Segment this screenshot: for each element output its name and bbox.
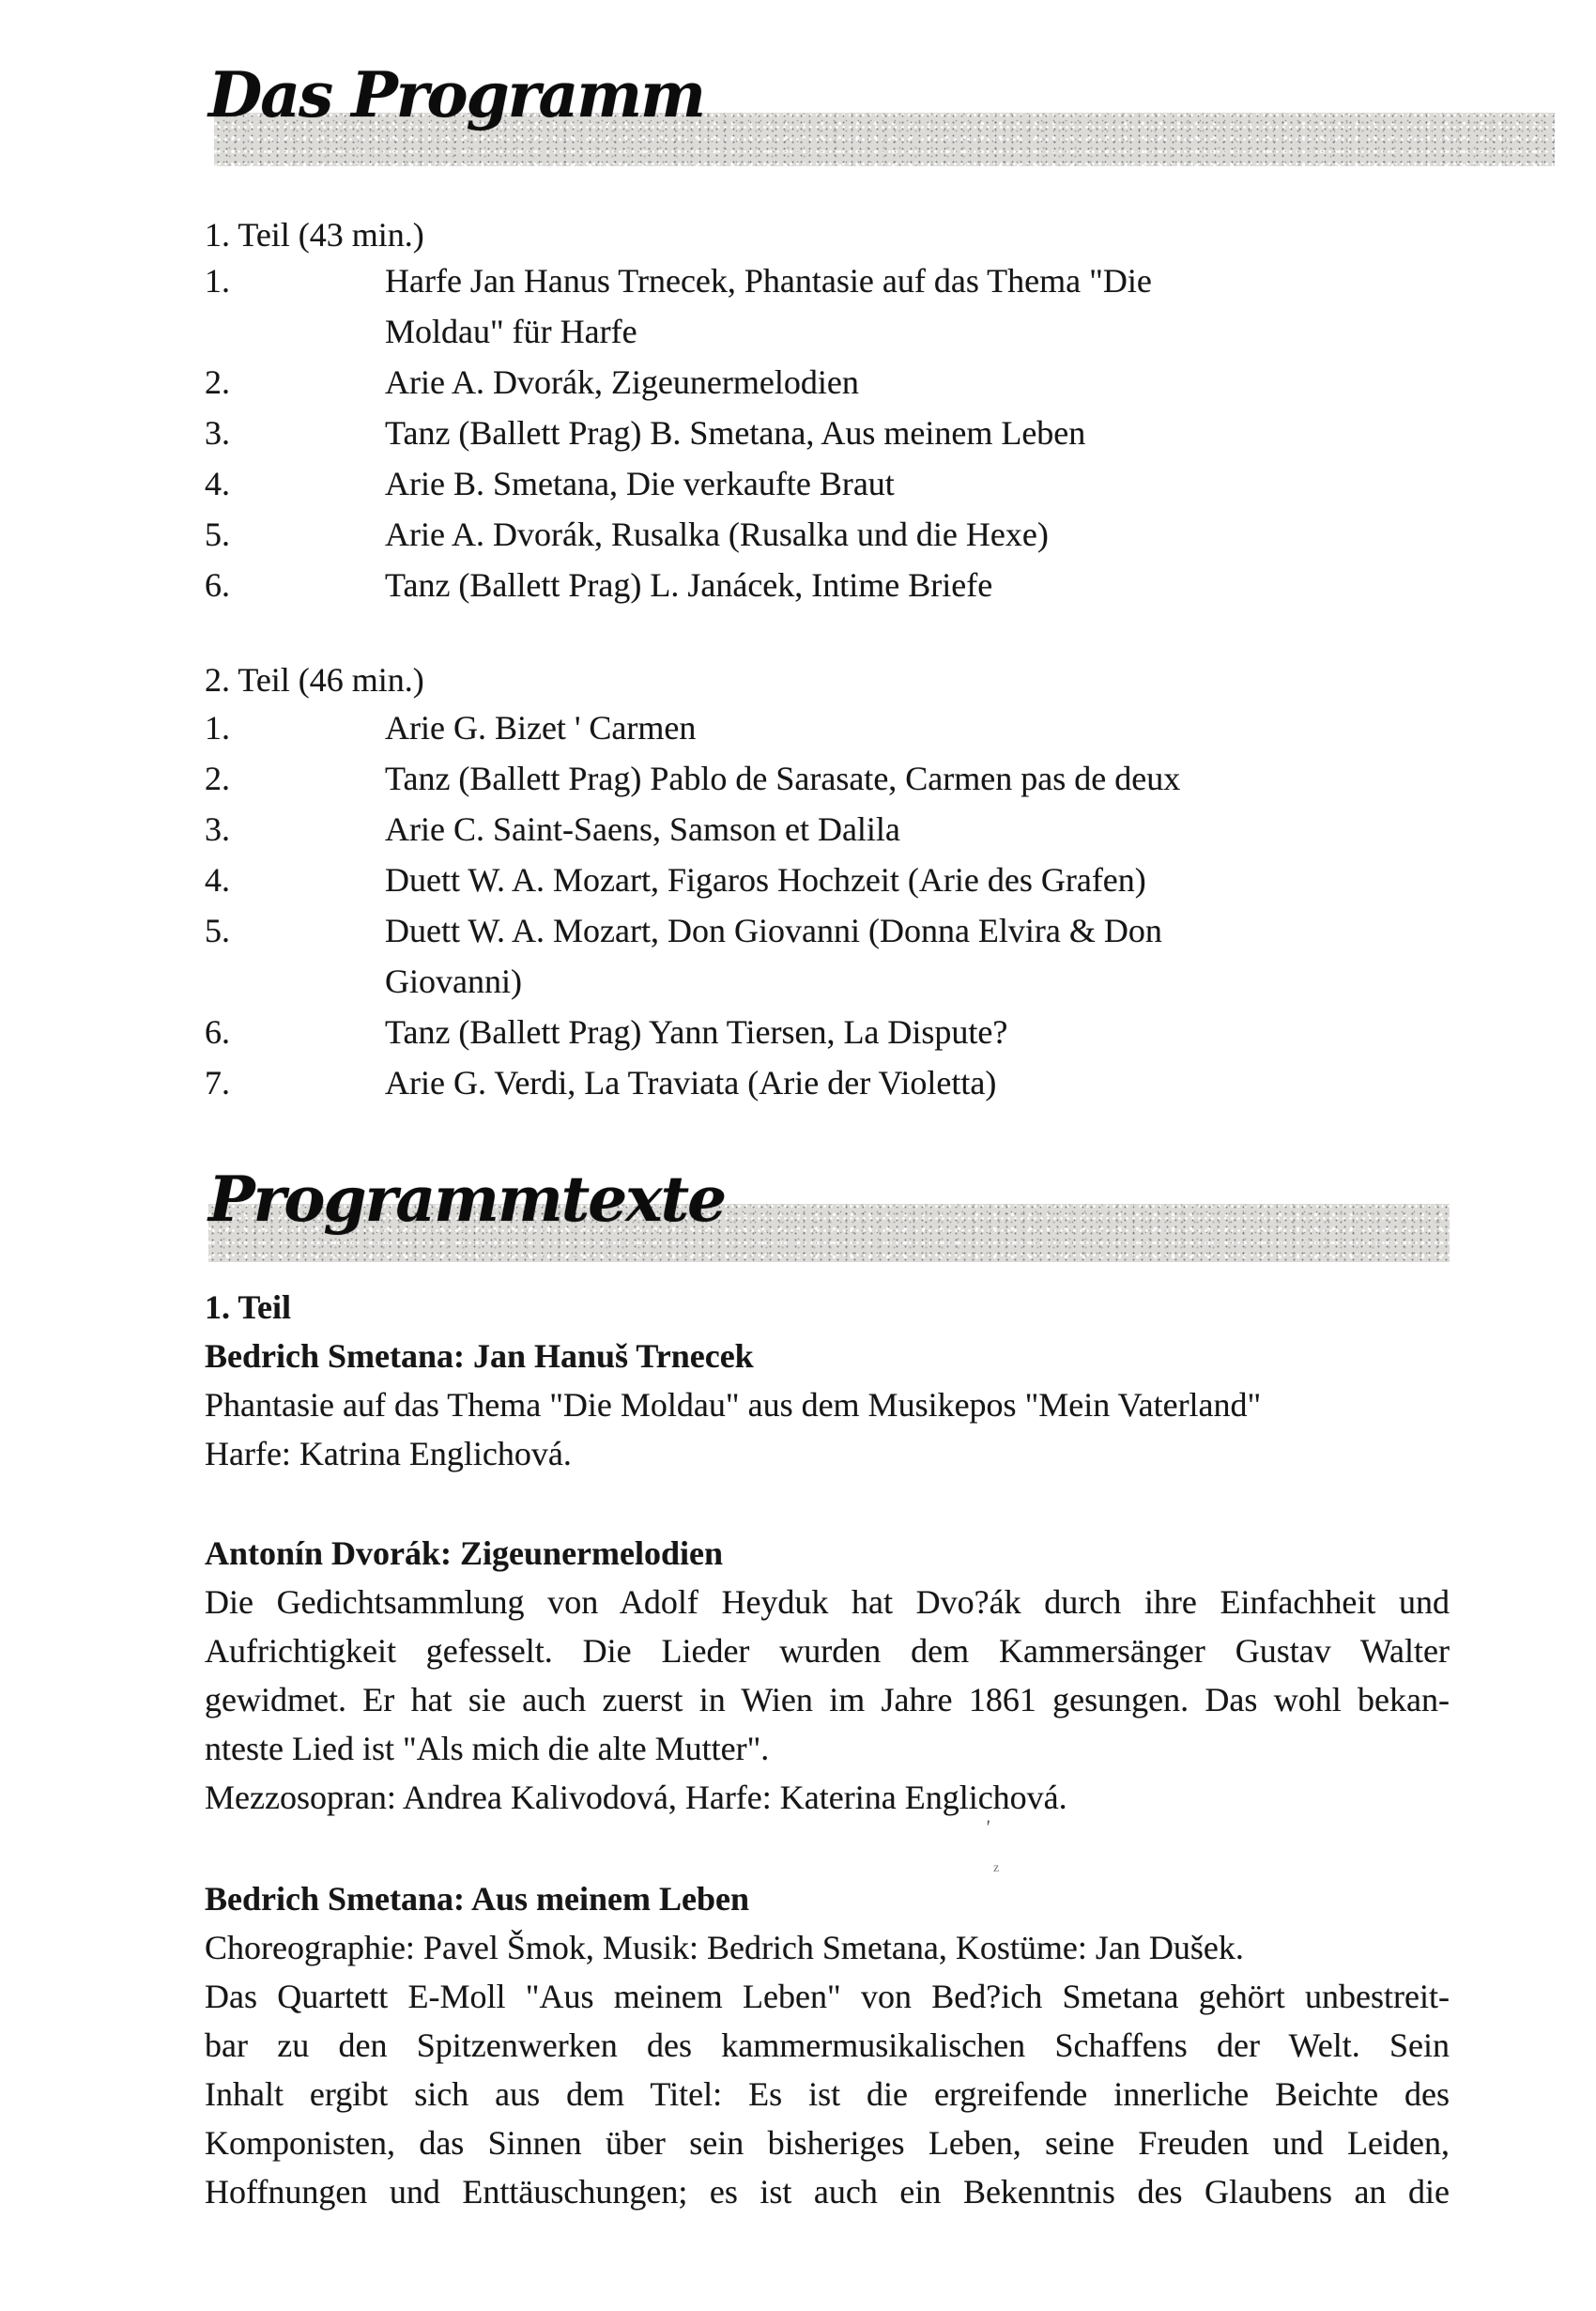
program-item-number: 1.: [205, 709, 230, 747]
text-line: Tanz (Ballett Prag) L. Janácek, Intime Briefe: [385, 566, 993, 604]
text-line: Arie G. Bizet ' Carmen: [385, 709, 697, 747]
text-line: Die Gedichtsammlung von Adolf Heyduk hat Dvo?ák durch ihre Einfachheit und: [205, 1583, 1450, 1621]
text-line: Das Quartett E-Moll "Aus meinem Leben" von Bed?ich Smetana gehört unbestreit-: [205, 1978, 1450, 2015]
part2-heading: 2. Teil (46 min.): [205, 661, 424, 699]
program-item-number: 6.: [205, 1013, 230, 1051]
program-item-number: 3.: [205, 810, 230, 848]
text-line: bar zu den Spitzenwerken des kammermusikalischen Schaffens der Welt. Sein: [205, 2026, 1450, 2064]
page-title-programmtexte: Programmtexte: [208, 1163, 726, 1236]
program-item-text: [385, 458, 1481, 509]
scan-artifact-mark: z: [993, 1861, 1000, 1875]
text-line: Arie C. Saint-Saens, Samson et Dalila: [385, 810, 900, 848]
program-item-row: [205, 702, 1481, 753]
program-item-text: [385, 804, 1481, 855]
text-line: Harfe Jan Hanus Trnecek, Phantasie auf das Thema "Die: [385, 262, 1152, 300]
program-item-number: 5.: [205, 912, 230, 949]
program-item-number: 5.: [205, 516, 230, 553]
text-line: nteste Lied ist "Als mich die alte Mutter".: [205, 1730, 770, 1767]
program-item-row: [205, 855, 1481, 905]
program-item-text: [385, 255, 1481, 357]
program-item-row: [205, 357, 1481, 408]
scan-artifact-mark: ': [984, 1814, 991, 1840]
section-paragraph: [205, 1972, 1450, 2216]
text-line: Aufrichtigkeit gefesselt. Die Lieder wurden dem Kammersänger Gustav Walter: [205, 1632, 1450, 1670]
section-dvorak: [205, 1529, 1450, 1822]
text-line: Duett W. A. Mozart, Figaros Hochzeit (Arie des Grafen): [385, 861, 1146, 899]
program-item-number: 6.: [205, 566, 230, 604]
program-item-text: [385, 855, 1481, 905]
section-lines: [205, 1380, 1450, 1478]
program-part2-list: [205, 702, 1481, 1108]
text-line: gewidmet. Er hat sie auch zuerst in Wien im Jahre 1861 gesungen. Das wohl bekan-: [205, 1681, 1450, 1718]
section-paragraph: [205, 1578, 1450, 1773]
program-item-row: [205, 560, 1481, 610]
program-item-text: [385, 702, 1481, 753]
program-item-number: 1.: [205, 262, 230, 300]
text-line: Arie A. Dvorák, Rusalka (Rusalka und die Hexe): [385, 516, 1049, 553]
program-item-number: 4.: [205, 465, 230, 502]
section-credit-line: Mezzosopran: Andrea Kalivodová, Harfe: Katerina Englichová.: [205, 1779, 1067, 1816]
text-line: Arie B. Smetana, Die verkaufte Braut: [385, 465, 895, 502]
text-line: Moldau" für Harfe: [385, 313, 637, 350]
text-line: Arie G. Verdi, La Traviata (Arie der Violetta): [385, 1064, 997, 1102]
program-item-text: [385, 1007, 1481, 1057]
texts-part-heading: 1. Teil: [205, 1288, 292, 1326]
section-smetana-leben: [205, 1874, 1450, 2216]
section-credit-line: Choreographie: Pavel Šmok, Musik: Bedrich Smetana, Kostüme: Jan Dušek.: [205, 1929, 1244, 1966]
program-item-number: 2.: [205, 363, 230, 401]
program-item-row: [205, 408, 1481, 458]
program-item-row: [205, 1057, 1481, 1108]
section-heading: Antonín Dvorák: Zigeunermelodien: [205, 1534, 724, 1572]
program-item-number: 7.: [205, 1064, 230, 1102]
text-line: Tanz (Ballett Prag) Pablo de Sarasate, Carmen pas de deux: [385, 760, 1181, 797]
program-item-row: [205, 905, 1481, 1007]
program-item-row: [205, 804, 1481, 855]
program-item-text: [385, 357, 1481, 408]
program-item-number: 3.: [205, 414, 230, 452]
program-item-number: 2.: [205, 760, 230, 797]
section-heading: Bedrich Smetana: Jan Hanuš Trnecek: [205, 1337, 754, 1375]
text-line: Tanz (Ballett Prag) B. Smetana, Aus meinem Leben: [385, 414, 1086, 452]
program-item-text: [385, 509, 1481, 560]
program-part1-list: [205, 255, 1481, 610]
program-item-text: [385, 560, 1481, 610]
program-item-row: [205, 753, 1481, 804]
text-line: Duett W. A. Mozart, Don Giovanni (Donna Elvira & Don: [385, 912, 1162, 949]
program-item-row: [205, 509, 1481, 560]
text-line: Giovanni): [385, 963, 522, 1000]
text-line: Inhalt ergibt sich aus dem Titel: Es ist die ergreifende innerliche Beichte des: [205, 2075, 1450, 2113]
text-line: Tanz (Ballett Prag) Yann Tiersen, La Dispute?: [385, 1013, 1008, 1051]
program-item-number: 4.: [205, 861, 230, 899]
program-item-row: [205, 255, 1481, 357]
part1-heading: 1. Teil (43 min.): [205, 216, 424, 254]
text-line: Hoffnungen und Enttäuschungen; es ist auch ein Bekenntnis des Glaubens an die: [205, 2173, 1450, 2211]
program-item-text: [385, 905, 1481, 1007]
text-line: Phantasie auf das Thema "Die Moldau" aus dem Musikepos "Mein Vaterland": [205, 1386, 1262, 1424]
page-title-das-programm: Das Programm: [208, 58, 704, 131]
program-item-text: [385, 753, 1481, 804]
program-item-row: [205, 458, 1481, 509]
program-item-row: [205, 1007, 1481, 1057]
text-line: Harfe: Katrina Englichová.: [205, 1435, 572, 1472]
program-item-text: [385, 408, 1481, 458]
program-item-text: [385, 1057, 1481, 1108]
text-line: Komponisten, das Sinnen über sein bisheriges Leben, seine Freuden und Leiden,: [205, 2124, 1450, 2162]
text-line: Arie A. Dvorák, Zigeunermelodien: [385, 363, 859, 401]
section-heading: Bedrich Smetana: Aus meinem Leben: [205, 1880, 749, 1918]
section-smetana-trnecek: [205, 1283, 1450, 1478]
